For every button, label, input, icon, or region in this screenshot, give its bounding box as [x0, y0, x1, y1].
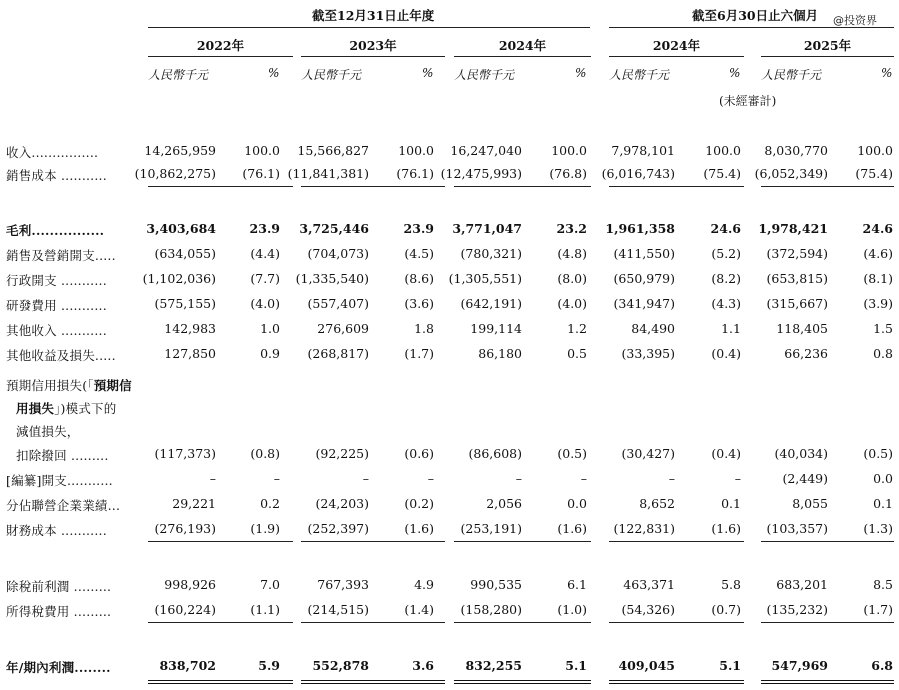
subtotal-rule	[761, 541, 894, 542]
row-amount-cell: (2,449)	[782, 471, 828, 486]
unit-amount-label: 人民幣千元	[454, 68, 515, 82]
row-percent-cell: (1.1)	[250, 602, 280, 617]
row-percent-cell: 0.0	[567, 496, 587, 511]
row-percent-cell: (7.7)	[250, 271, 280, 286]
row-amount-cell: (135,232)	[766, 602, 828, 617]
subtotal-rule	[301, 541, 445, 542]
row-amount-cell: 29,221	[172, 496, 216, 511]
year-header: 2024年	[652, 38, 701, 53]
row-percent-cell: 100.0	[857, 143, 893, 158]
row-percent-cell: 7.0	[260, 577, 280, 592]
row-percent-cell: (0.2)	[404, 496, 434, 511]
row-amount-cell: 1,961,358	[605, 221, 675, 236]
row-amount-cell: (575,155)	[154, 296, 216, 311]
row-percent-cell: –	[580, 471, 587, 486]
row-amount-cell: 14,265,959	[144, 143, 216, 158]
row-amount-cell: (6,016,743)	[601, 166, 675, 181]
unit-percent-label: %	[575, 66, 587, 80]
year-header-rule	[301, 56, 445, 57]
row-amount-cell: 8,030,770	[764, 143, 828, 158]
unit-percent-label: %	[729, 66, 741, 80]
row-amount-cell: (40,034)	[774, 446, 828, 461]
row-percent-cell: (75.4)	[703, 166, 741, 181]
row-amount-cell: (276,193)	[154, 521, 216, 536]
row-amount-cell: 463,371	[623, 577, 675, 592]
row-amount-cell: (158,280)	[460, 602, 522, 617]
row-amount-cell: (86,608)	[468, 446, 522, 461]
row-percent-cell: (3.6)	[404, 296, 434, 311]
row-percent-cell: 0.8	[873, 346, 893, 361]
row-percent-cell: 24.6	[862, 221, 893, 236]
row-percent-cell: (0.6)	[404, 446, 434, 461]
row-amount-cell: (117,373)	[154, 446, 216, 461]
row-amount-cell: (54,326)	[621, 602, 675, 617]
year-header: 2024年	[498, 38, 547, 53]
row-amount-cell: 683,201	[776, 577, 828, 592]
row-label: 研發費用 ...........	[6, 298, 107, 313]
row-amount-cell: 1,978,421	[758, 221, 828, 236]
row-percent-cell: 100.0	[705, 143, 741, 158]
subtotal-rule	[148, 541, 293, 542]
row-label: 所得稅費用 .........	[6, 604, 112, 619]
row-amount-cell: (253,191)	[460, 521, 522, 536]
row-amount-cell: (252,397)	[307, 521, 369, 536]
row-percent-cell: 6.1	[567, 577, 587, 592]
row-label: 銷售成本 ...........	[6, 168, 107, 183]
row-amount-cell: 409,045	[618, 658, 675, 673]
row-amount-cell: (30,427)	[621, 446, 675, 461]
row-amount-cell: 547,969	[771, 658, 828, 673]
row-amount-cell: (1,305,551)	[448, 271, 522, 286]
row-amount-cell: (653,815)	[766, 271, 828, 286]
row-percent-cell: (1.4)	[404, 602, 434, 617]
row-amount-cell: 767,393	[317, 577, 369, 592]
row-amount-cell: 2,056	[486, 496, 522, 511]
year-header: 2025年	[803, 38, 852, 53]
unit-amount-label: 人民幣千元	[301, 68, 362, 82]
row-percent-cell: 1.8	[414, 321, 434, 336]
row-percent-cell: (8.1)	[863, 271, 893, 286]
header-group-annual-rule	[148, 27, 590, 28]
row-percent-cell: 1.2	[567, 321, 587, 336]
row-percent-cell: (4.0)	[557, 296, 587, 311]
row-amount-cell: (1,102,036)	[142, 271, 216, 286]
row-amount-cell: (268,817)	[307, 346, 369, 361]
row-percent-cell: (1.7)	[404, 346, 434, 361]
row-amount-cell: 3,403,684	[146, 221, 216, 236]
row-percent-cell: (4.3)	[711, 296, 741, 311]
row-amount-cell: (10,862,275)	[134, 166, 216, 181]
unit-percent-label: %	[268, 66, 280, 80]
subtotal-rule	[761, 186, 894, 187]
row-amount-cell: (341,947)	[613, 296, 675, 311]
row-percent-cell: 0.2	[260, 496, 280, 511]
subtotal-rule	[148, 622, 293, 623]
row-amount-cell: –	[209, 471, 216, 486]
year-header: 2022年	[196, 38, 245, 53]
row-label: 財務成本 ...........	[6, 523, 107, 538]
row-percent-cell: 0.5	[567, 346, 587, 361]
header-group-annual: 截至12月31日止年度	[312, 8, 435, 23]
row-percent-cell: (75.4)	[855, 166, 893, 181]
row-label: 其他收入 ...........	[6, 323, 107, 338]
row-label: 收入................	[6, 145, 99, 160]
row-percent-cell: 23.9	[403, 221, 434, 236]
row-percent-cell: (0.7)	[711, 602, 741, 617]
total-double-rule	[301, 680, 445, 684]
row-percent-cell: (5.2)	[711, 246, 741, 261]
row-percent-cell: (8.0)	[557, 271, 587, 286]
row-percent-cell: 100.0	[551, 143, 587, 158]
ecl-label-line1	[6, 376, 132, 394]
header-group-interim: 截至6月30日止六個月	[692, 8, 819, 23]
unit-percent-label: %	[881, 66, 893, 80]
row-percent-cell: (0.4)	[711, 346, 741, 361]
row-percent-cell: (4.6)	[863, 246, 893, 261]
subtotal-rule	[454, 622, 591, 623]
row-percent-cell: (4.8)	[557, 246, 587, 261]
row-amount-cell: –	[515, 471, 522, 486]
row-amount-cell: (315,667)	[766, 296, 828, 311]
row-percent-cell: (4.5)	[404, 246, 434, 261]
row-percent-cell: 23.2	[556, 221, 587, 236]
row-label: [編纂]開支...........	[6, 473, 113, 488]
row-percent-cell: (0.4)	[711, 446, 741, 461]
row-percent-cell: 1.5	[873, 321, 893, 336]
row-amount-cell: 3,725,446	[299, 221, 369, 236]
row-percent-cell: 8.5	[873, 577, 893, 592]
row-percent-cell: (0.5)	[863, 446, 893, 461]
header-group-interim-rule	[609, 27, 894, 28]
row-amount-cell: 66,236	[784, 346, 828, 361]
subtotal-rule	[609, 186, 744, 187]
row-amount-cell: 199,114	[470, 321, 522, 336]
total-double-rule	[148, 680, 293, 684]
ecl-label-line2-a: 用損失	[16, 401, 55, 416]
unaudited-note: (未經審計)	[719, 94, 777, 108]
row-percent-cell: (1.6)	[711, 521, 741, 536]
row-percent-cell: 1.0	[260, 321, 280, 336]
row-amount-cell: (122,831)	[613, 521, 675, 536]
row-amount-cell: 8,652	[639, 496, 675, 511]
row-amount-cell: 276,609	[317, 321, 369, 336]
row-amount-cell: 142,983	[164, 321, 216, 336]
row-percent-cell: 3.6	[412, 658, 434, 673]
row-percent-cell: 6.8	[871, 658, 893, 673]
row-percent-cell: 1.1	[721, 321, 741, 336]
row-percent-cell: 5.1	[565, 658, 587, 673]
subtotal-rule	[454, 541, 591, 542]
row-percent-cell: (0.8)	[250, 446, 280, 461]
row-amount-cell: (372,594)	[766, 246, 828, 261]
row-percent-cell: (4.0)	[250, 296, 280, 311]
unit-amount-label: 人民幣千元	[761, 68, 822, 82]
row-amount-cell: (1,335,540)	[295, 271, 369, 286]
row-amount-cell: –	[362, 471, 369, 486]
row-percent-cell: 24.6	[710, 221, 741, 236]
row-percent-cell: 0.0	[873, 471, 893, 486]
row-percent-cell: (4.4)	[250, 246, 280, 261]
row-amount-cell: (12,475,993)	[440, 166, 522, 181]
row-amount-cell: (557,407)	[307, 296, 369, 311]
subtotal-rule	[301, 186, 445, 187]
row-label: 其他收益及損失.....	[6, 348, 116, 363]
row-amount-cell: (780,321)	[460, 246, 522, 261]
year-header-rule	[454, 56, 591, 57]
unit-percent-label: %	[422, 66, 434, 80]
row-amount-cell: (160,224)	[154, 602, 216, 617]
row-amount-cell: (24,203)	[315, 496, 369, 511]
row-label: 除稅前利潤 .........	[6, 579, 112, 594]
row-percent-cell: 23.9	[249, 221, 280, 236]
row-amount-cell: 832,255	[465, 658, 522, 673]
unit-amount-label: 人民幣千元	[609, 68, 670, 82]
row-percent-cell: (3.9)	[863, 296, 893, 311]
row-amount-cell: (6,052,349)	[754, 166, 828, 181]
row-label: 毛利................	[6, 223, 105, 238]
row-percent-cell: 0.1	[721, 496, 741, 511]
row-amount-cell: 998,926	[164, 577, 216, 592]
subtotal-rule	[609, 622, 744, 623]
row-amount-cell: (103,357)	[766, 521, 828, 536]
subtotal-rule	[301, 622, 445, 623]
row-amount-cell: (634,055)	[154, 246, 216, 261]
row-amount-cell: 990,535	[470, 577, 522, 592]
row-percent-cell: 5.1	[719, 658, 741, 673]
row-amount-cell: (11,841,381)	[287, 166, 369, 181]
row-amount-cell: (650,979)	[613, 271, 675, 286]
watermark-text: @投资界	[833, 14, 877, 27]
row-percent-cell: –	[273, 471, 280, 486]
ecl-label-line1-a: 預期信用損失(「	[6, 378, 94, 393]
row-amount-cell: (642,191)	[460, 296, 522, 311]
row-percent-cell: (1.6)	[557, 521, 587, 536]
row-label: 分佔聯營企業業績...	[6, 498, 121, 513]
row-percent-cell: (1.0)	[557, 602, 587, 617]
total-double-rule	[761, 680, 894, 684]
row-amount-cell: 16,247,040	[450, 143, 522, 158]
row-amount-cell: (92,225)	[315, 446, 369, 461]
row-label: 行政開支 ...........	[6, 273, 107, 288]
ecl-label-line2	[16, 399, 116, 417]
subtotal-rule	[609, 541, 744, 542]
row-amount-cell: 84,490	[631, 321, 675, 336]
row-label: 年/期內利潤........	[6, 660, 111, 675]
row-percent-cell: 4.9	[414, 577, 434, 592]
row-amount-cell: 127,850	[164, 346, 216, 361]
row-percent-cell: 100.0	[398, 143, 434, 158]
row-percent-cell: (1.7)	[863, 602, 893, 617]
row-amount-cell: 86,180	[478, 346, 522, 361]
subtotal-rule	[454, 186, 591, 187]
row-percent-cell: –	[734, 471, 741, 486]
subtotal-rule	[761, 622, 894, 623]
row-amount-cell: 118,405	[776, 321, 828, 336]
row-amount-cell: 552,878	[312, 658, 369, 673]
year-header-rule	[609, 56, 744, 57]
row-percent-cell: 0.9	[260, 346, 280, 361]
row-amount-cell: 3,771,047	[452, 221, 522, 236]
row-amount-cell: (33,395)	[621, 346, 675, 361]
total-double-rule	[609, 680, 744, 684]
row-percent-cell: (1.3)	[863, 521, 893, 536]
row-amount-cell: –	[668, 471, 675, 486]
year-header-rule	[761, 56, 894, 57]
total-double-rule	[454, 680, 591, 684]
unit-amount-label: 人民幣千元	[148, 68, 209, 82]
row-percent-cell: –	[427, 471, 434, 486]
ecl-label-line1-b: 預期信	[93, 378, 132, 393]
row-amount-cell: 8,055	[792, 496, 828, 511]
year-header-rule	[148, 56, 293, 57]
row-label: 扣除撥回 .........	[16, 448, 109, 463]
row-percent-cell: (8.6)	[404, 271, 434, 286]
row-percent-cell: (76.1)	[396, 166, 434, 181]
row-label: 銷售及營銷開支.....	[6, 248, 116, 263]
ecl-label-line3: 減值損失，	[16, 424, 80, 439]
row-percent-cell: 0.1	[873, 496, 893, 511]
row-percent-cell: (0.5)	[557, 446, 587, 461]
row-percent-cell: (76.1)	[242, 166, 280, 181]
row-amount-cell: 15,566,827	[297, 143, 369, 158]
row-percent-cell: (76.8)	[549, 166, 587, 181]
row-amount-cell: (704,073)	[307, 246, 369, 261]
row-amount-cell: (411,550)	[613, 246, 675, 261]
subtotal-rule	[148, 186, 293, 187]
row-percent-cell: (1.6)	[404, 521, 434, 536]
row-percent-cell: (1.9)	[250, 521, 280, 536]
row-amount-cell: 7,978,101	[611, 143, 675, 158]
row-percent-cell: 5.9	[258, 658, 280, 673]
row-percent-cell: 100.0	[244, 143, 280, 158]
row-amount-cell: 838,702	[159, 658, 216, 673]
year-header: 2023年	[349, 38, 397, 53]
row-percent-cell: 5.8	[721, 577, 741, 592]
row-percent-cell: (8.2)	[711, 271, 741, 286]
row-amount-cell: (214,515)	[307, 602, 369, 617]
ecl-label-line2-b: 」)模式下的	[54, 401, 117, 416]
